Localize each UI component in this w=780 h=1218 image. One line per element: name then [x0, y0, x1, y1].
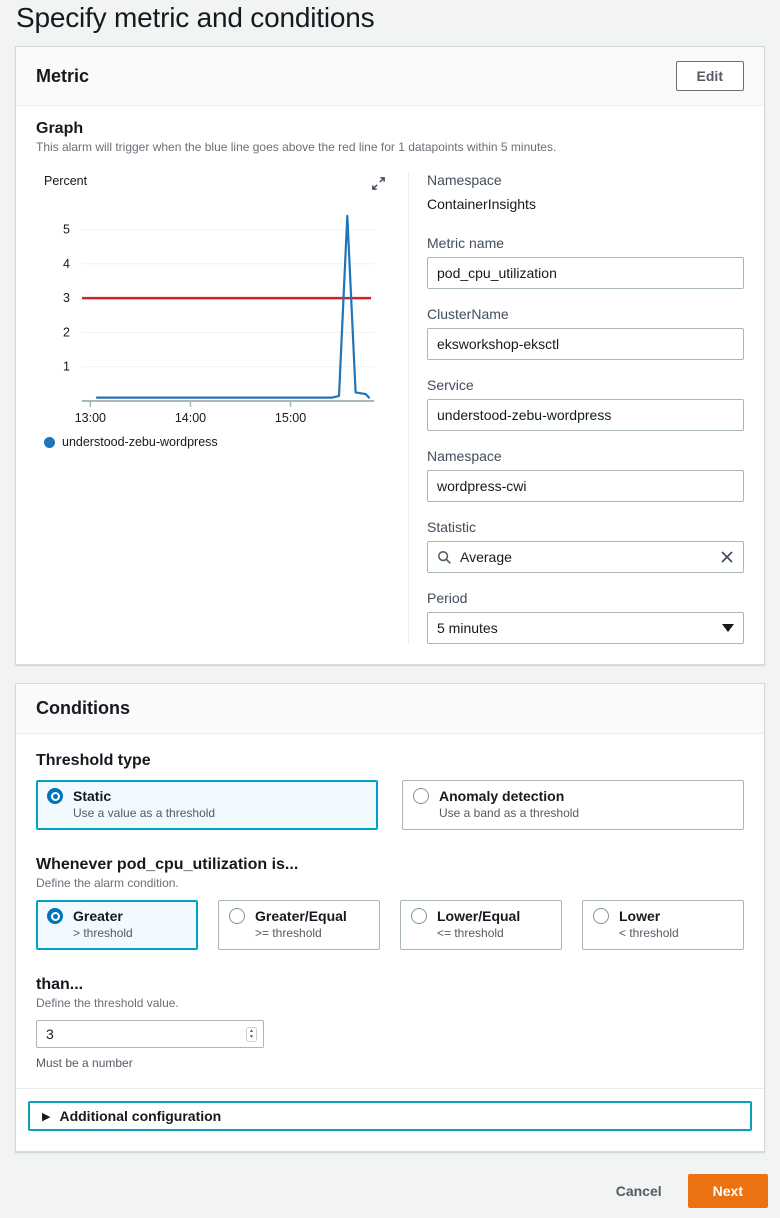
service-label: Service: [427, 377, 474, 393]
threshold-type-static-tile[interactable]: [36, 780, 378, 830]
greater-equal-option-description: >= threshold: [255, 926, 322, 940]
namespace-label: Namespace: [427, 172, 502, 188]
metric-card-header: [16, 47, 764, 106]
namespace-value: ContainerInsights: [427, 196, 536, 212]
radio-unchecked-icon: [593, 908, 609, 924]
lower-option-label: Lower: [619, 908, 661, 924]
radio-unchecked-icon: [413, 788, 429, 804]
caret-right-icon: ▶: [42, 1110, 51, 1123]
operator-section-label: Whenever pod_cpu_utilization is...: [36, 856, 299, 873]
threshold-value-hint: Must be a number: [36, 1056, 133, 1070]
operator-lower-equal-tile[interactable]: [400, 900, 562, 950]
chart-legend: [36, 435, 394, 449]
chevron-down-icon: [722, 624, 734, 632]
statistic-label: Statistic: [427, 519, 477, 535]
cancel-button[interactable]: Cancel: [615, 1183, 662, 1199]
svg-text:4: 4: [63, 256, 70, 271]
conditions-card: [15, 683, 765, 1152]
metric-line-chart: [36, 195, 380, 433]
conditions-card-header: [16, 684, 764, 734]
radio-checked-icon: [47, 908, 63, 924]
greater-equal-option-label: Greater/Equal: [255, 908, 347, 924]
clear-statistic-button[interactable]: [720, 550, 734, 564]
lower-equal-option-description: <= threshold: [437, 926, 504, 940]
expand-icon: [371, 176, 386, 191]
metric-name-label: Metric name: [427, 235, 505, 251]
additional-configuration-expander[interactable]: [28, 1101, 752, 1131]
greater-option-description: > threshold: [73, 926, 133, 940]
svg-text:1: 1: [63, 359, 70, 374]
period-value: 5 minutes: [437, 620, 498, 636]
operator-section-description: Define the alarm condition.: [36, 876, 179, 890]
radio-unchecked-icon: [229, 908, 245, 924]
threshold-type-label: Threshold type: [36, 752, 151, 769]
graph-heading: Graph: [36, 120, 84, 137]
metric-name-input[interactable]: [427, 257, 744, 289]
expand-chart-button[interactable]: [369, 174, 388, 193]
radio-unchecked-icon: [411, 908, 427, 924]
svg-text:14:00: 14:00: [174, 411, 207, 425]
close-icon: [720, 550, 734, 564]
anomaly-option-label: Anomaly detection: [439, 788, 565, 804]
conditions-card-title: Conditions: [36, 698, 130, 718]
static-option-description: Use a value as a threshold: [73, 806, 216, 820]
radio-checked-icon: [47, 788, 63, 804]
threshold-value-description: Define the threshold value.: [36, 996, 179, 1010]
lower-option-description: < threshold: [619, 926, 679, 940]
svg-text:5: 5: [63, 222, 70, 237]
lower-equal-option-label: Lower/Equal: [437, 908, 521, 924]
number-stepper[interactable]: [246, 1027, 257, 1042]
metric-card: [15, 46, 765, 665]
operator-greater-tile[interactable]: [36, 900, 198, 950]
namespace2-label: Namespace: [427, 448, 502, 464]
anomaly-option-description: Use a band as a threshold: [439, 806, 580, 820]
threshold-value-label: than...: [36, 976, 84, 993]
legend-dot-icon: [44, 437, 55, 448]
statistic-input[interactable]: [460, 549, 712, 565]
metric-card-title: Metric: [36, 65, 90, 86]
static-option-label: Static: [73, 788, 112, 804]
threshold-value-input[interactable]: 3: [46, 1026, 54, 1042]
statistic-search-field[interactable]: [427, 541, 744, 573]
greater-option-label: Greater: [73, 908, 123, 924]
threshold-value-field[interactable]: [36, 1020, 264, 1048]
chart-panel: [36, 172, 408, 644]
clustername-input[interactable]: [427, 328, 744, 360]
service-input[interactable]: [427, 399, 744, 431]
clustername-label: ClusterName: [427, 306, 509, 322]
legend-label: understood-zebu-wordpress: [62, 435, 218, 449]
page-title: Specify metric and conditions: [0, 0, 780, 46]
footer-actions: [0, 1170, 780, 1208]
period-label: Period: [427, 590, 468, 606]
svg-text:15:00: 15:00: [274, 411, 307, 425]
additional-configuration-label: Additional configuration: [59, 1108, 222, 1124]
chart-y-unit-label: Percent: [44, 174, 88, 188]
stepper-down-icon: ▼: [249, 1033, 254, 1040]
stepper-up-icon: ▲: [249, 1027, 254, 1034]
namespace2-input[interactable]: [427, 470, 744, 502]
search-icon: [437, 550, 452, 565]
graph-description: This alarm will trigger when the blue line goes above the red line for 1 datapoints within 5 minutes.: [36, 140, 557, 154]
threshold-type-anomaly-tile[interactable]: [402, 780, 744, 830]
operator-lower-tile[interactable]: [582, 900, 744, 950]
section-divider: [16, 1088, 764, 1089]
period-select[interactable]: [427, 612, 744, 644]
edit-button[interactable]: Edit: [676, 61, 744, 91]
svg-text:2: 2: [63, 325, 70, 340]
metric-details-panel: [408, 172, 744, 644]
operator-greater-equal-tile[interactable]: [218, 900, 380, 950]
metric-card-body: [16, 106, 764, 664]
svg-text:3: 3: [63, 291, 70, 306]
next-button[interactable]: Next: [688, 1174, 768, 1208]
svg-text:13:00: 13:00: [74, 411, 106, 425]
